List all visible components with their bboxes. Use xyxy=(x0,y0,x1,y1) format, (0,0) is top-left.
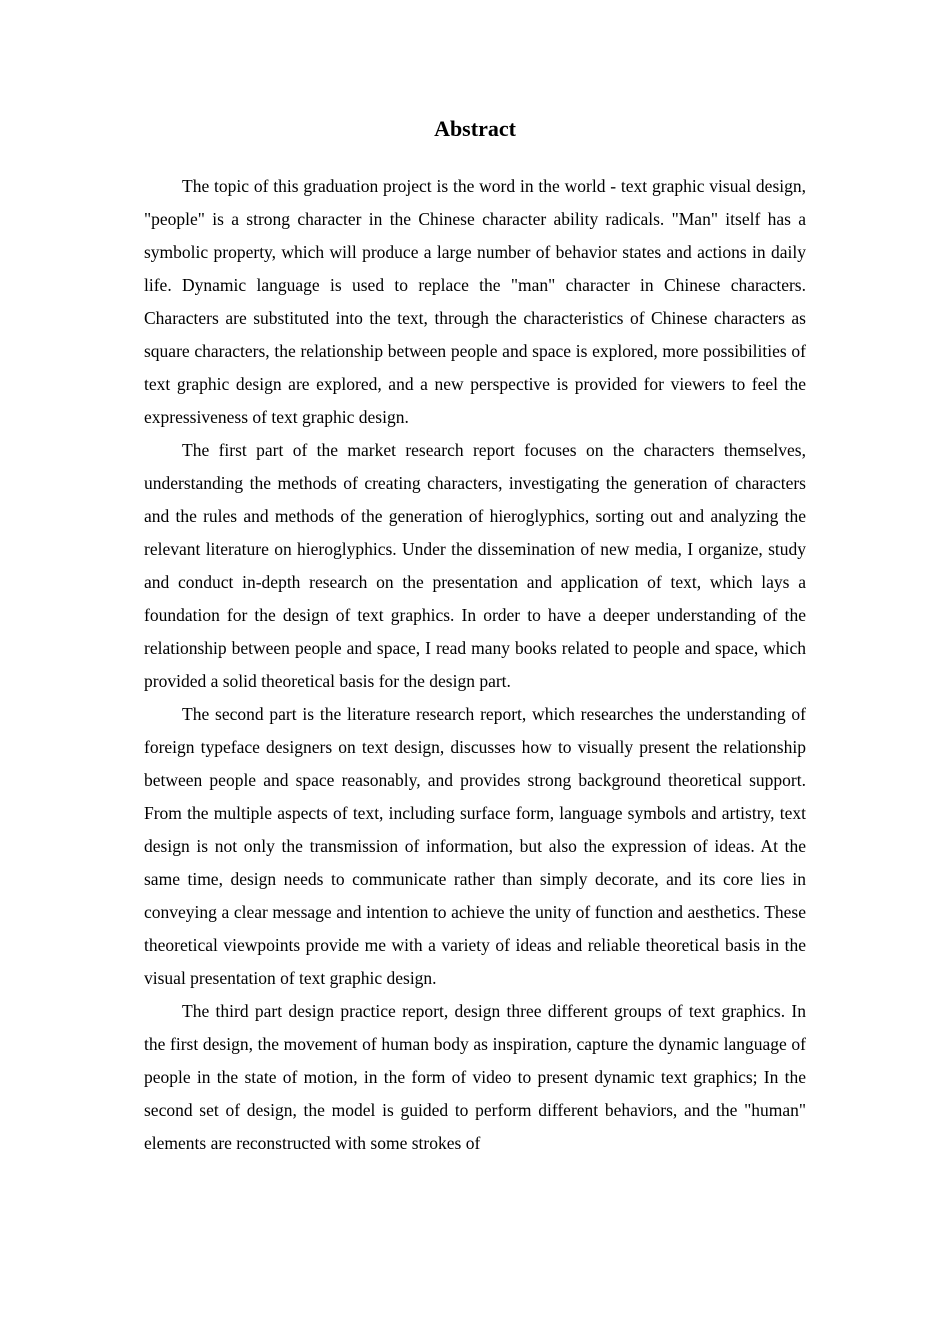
page-title: Abstract xyxy=(434,116,516,141)
abstract-body xyxy=(144,170,806,1160)
paragraph-3: The second part is the literature research report, which researches the understanding of foreign typeface designers on text design, discusses how to visually present the relationship between people and space reasonably, and provides strong background theoretical support. From the multiple aspects of text, including surface form, language symbols and artistry, text design is not only the transmission of information, but also the expression of ideas. At the same time, design needs to communicate rather than simply decorate, and its core lies in conveying a clear message and intention to achieve the unity of function and aesthetics. These theoretical viewpoints provide me with a variety of ideas and reliable theoretical basis in the visual presentation of text graphic design. xyxy=(144,704,806,988)
paragraph-2: The first part of the market research report focuses on the characters themselves, understanding the methods of creating characters, investigating the generation of characters and the rules and methods of the generation of hieroglyphics, sorting out and analyzing the relevant literature on hieroglyphics. Under the dissemination of new media, I organize, study and conduct in-depth research on the presentation and application of text, which lays a foundation for the design of text graphics. In order to have a deeper understanding of the relationship between people and space, I read many books related to people and space, which provided a solid theoretical basis for the design part. xyxy=(144,440,806,691)
paragraph-4: The third part design practice report, design three different groups of text graphics. In the first design, the movement of human body as inspiration, capture the dynamic language of people in the state of motion, in the form of video to present dynamic text graphics; In the second set of design, the model is guided to perform different behaviors, and the "human" elements are reconstructed with some strokes of xyxy=(144,1001,806,1153)
paragraph-1: The topic of this graduation project is the word in the world - text graphic visual design, "people" is a strong character in the Chinese character ability radicals. "Man" itself has a symbolic property, which will produce a large number of behavior states and actions in daily life. Dynamic language is used to replace the "man" character in Chinese characters. Characters are substituted into the text, through the characteristics of Chinese characters as square characters, the relationship between people and space is explored, more possibilities of text graphic design are explored, and a new perspective is provided for viewers to feel the expressiveness of text graphic design. xyxy=(144,176,806,427)
